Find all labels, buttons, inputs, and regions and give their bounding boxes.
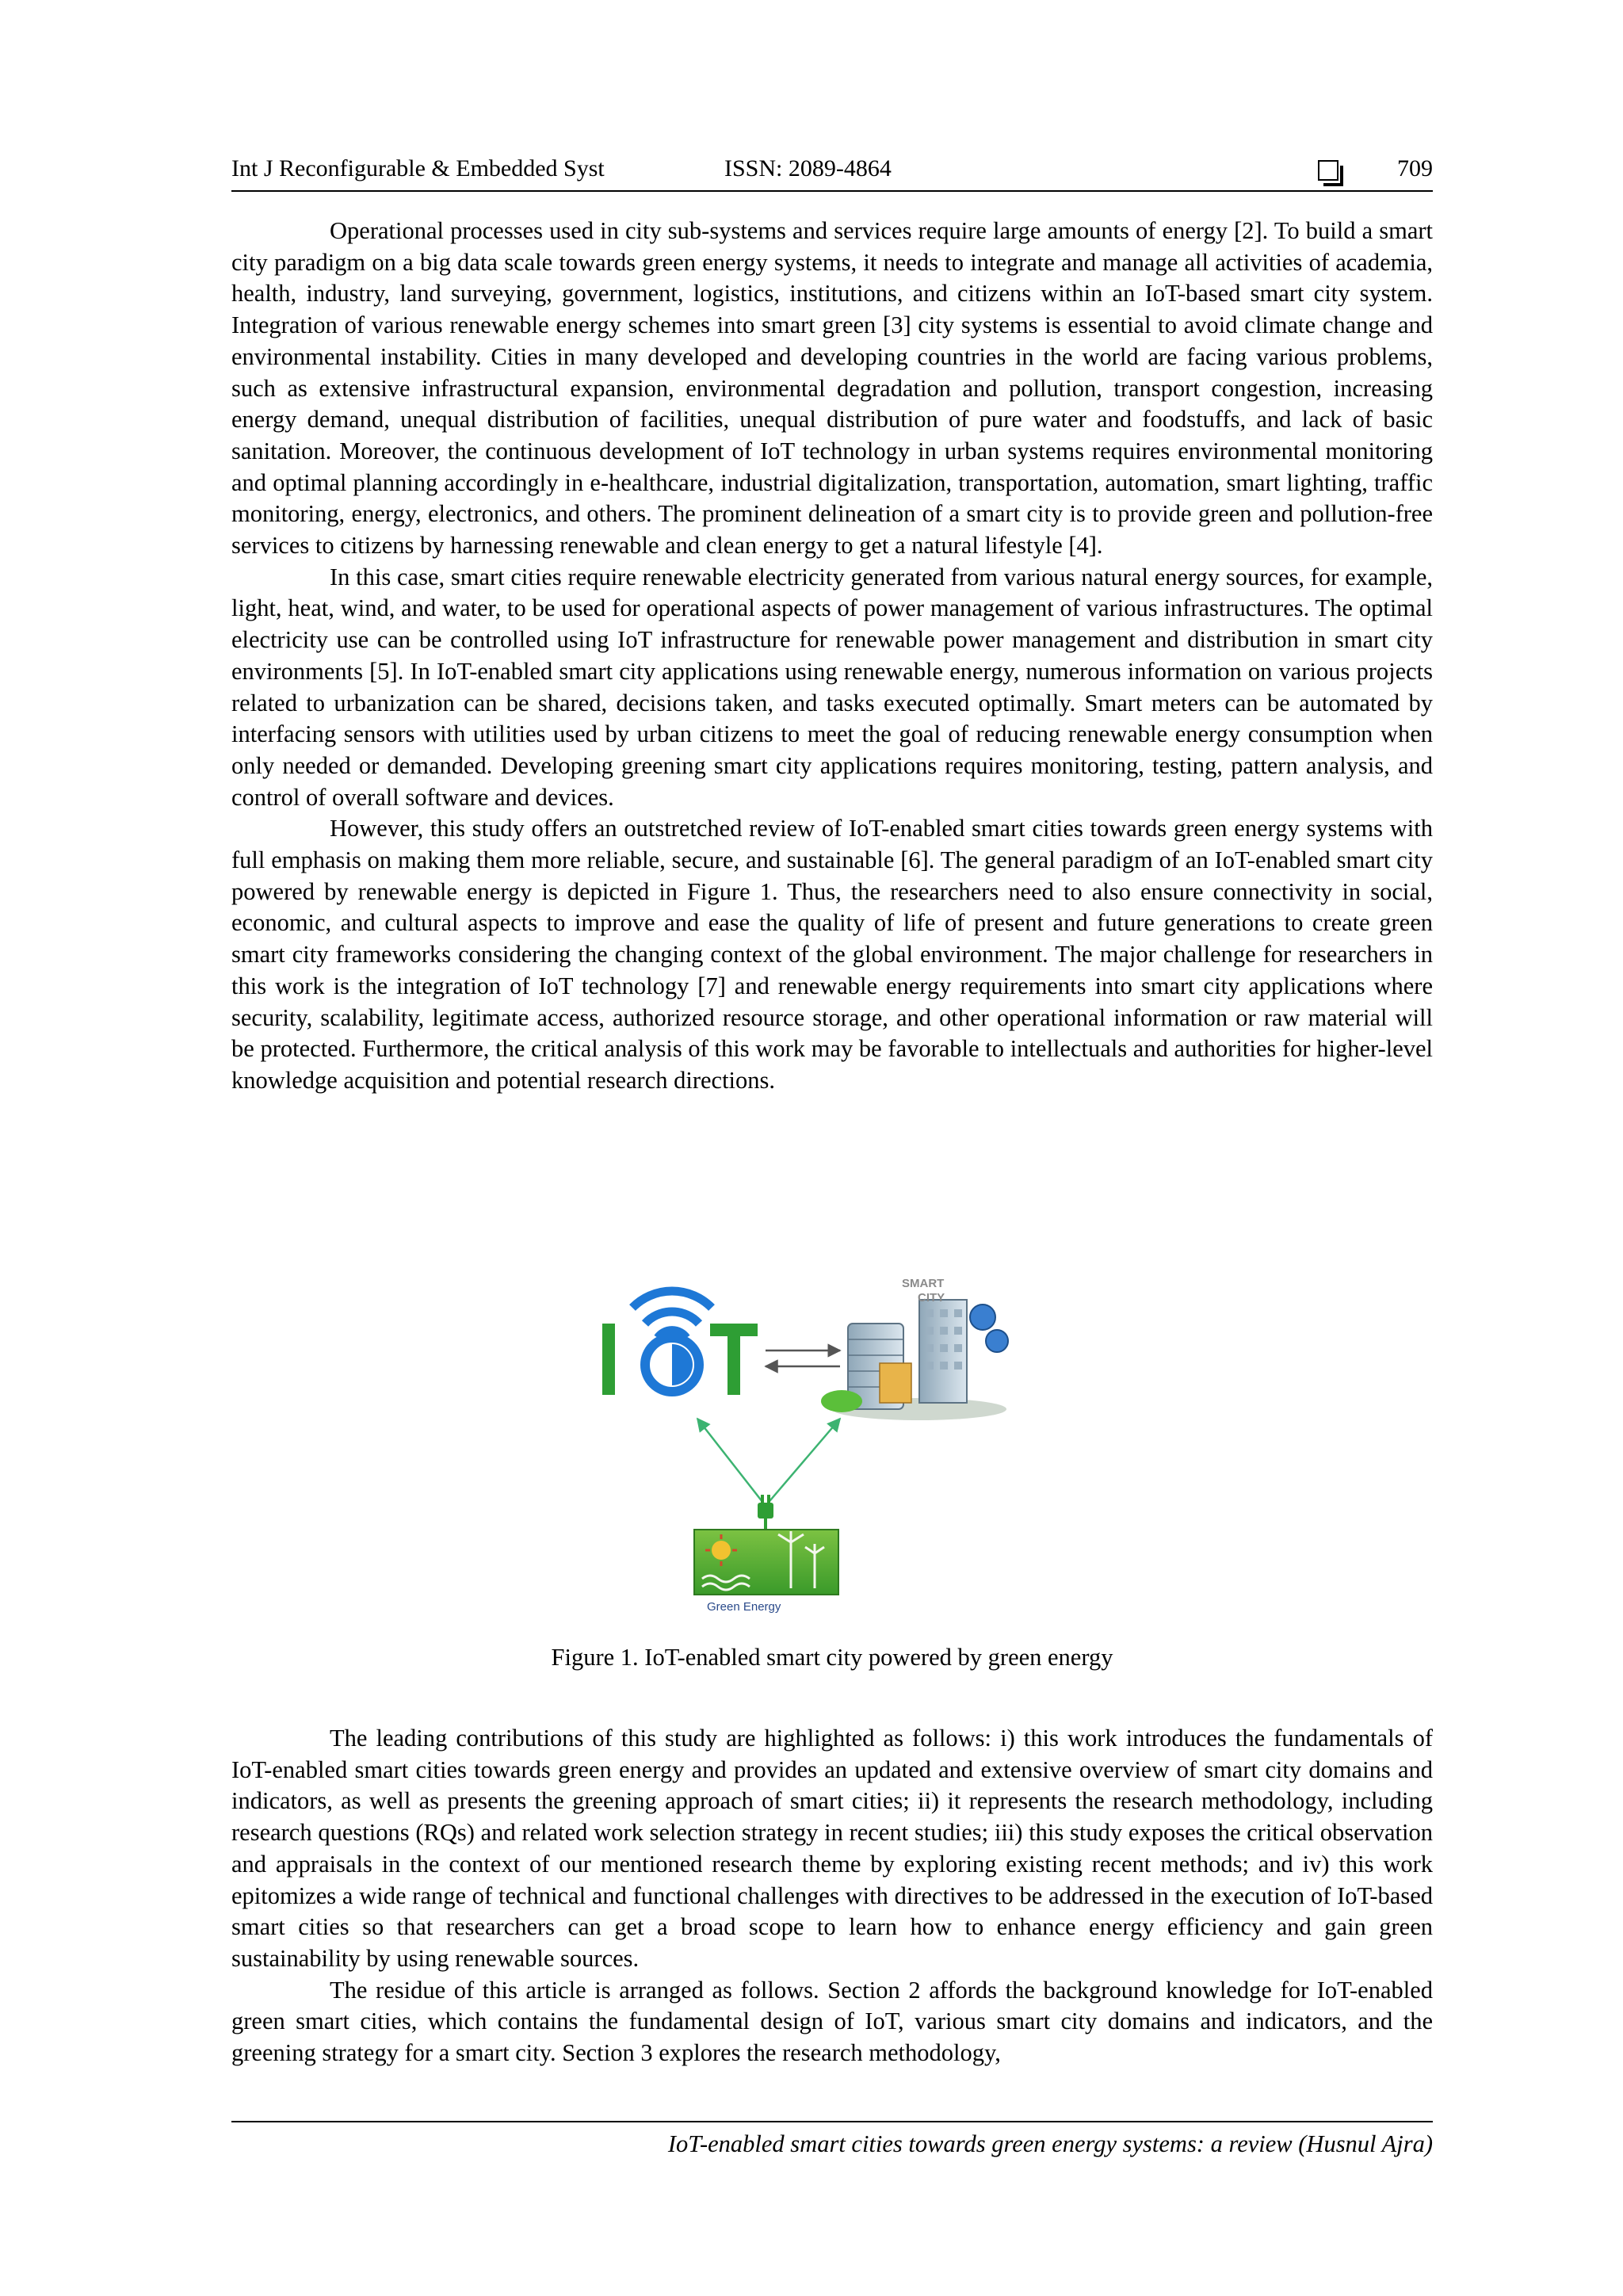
paragraph: In this case, smart cities require renewable electricity generated from various natural energy sources, for example, light, heat, wind, and water, to be used for operational aspects of power management of various infrastructures. The optimal electricity use can be controlled using IoT infrastructure for renewable power management and distribution in smart city environments [5]. In IoT-enabled smart city applications using renewable energy, numerous information on various projects related to urbanization can be shared, decisions taken, and tasks executed optimally. Smart meters can be automated by interfacing sensors with utilities used by urban citizens to meet the goal of reducing renewable energy consumption when only needed or demanded. Developing greening smart city applications requires monitoring, testing, pattern analysis, and control of overall software and devices. [231, 563, 1433, 811]
paragraph: However, this study offers an outstretched review of IoT-enabled smart cities towards green energy systems with full emphasis on making them more reliable, secure, and sustainable [6]. The general paradigm of an IoT-enabled smart city powered by renewable energy is depicted in Figure 1. Thus, the researchers need to also ensure connectivity in social, economic, and cultural aspects to improve and ease the quality of life of present and future generations to create green smart city frameworks considering the changing context of the global environment. The major challenge for researchers in this work is the integration of IoT technology [7] and renewable energy requirements into smart city applications where security, scalability, legitimate access, authorized resource storage, and other operational information or raw material will be protected. Furthermore, the critical analysis of this work may be favorable to intellectuals and authorities for higher-level knowledge acquisition and potential research directions. [231, 815, 1433, 1094]
green-energy-icon [694, 1530, 838, 1614]
figure-caption: Figure 1. IoT-enabled smart city powered by green energy [551, 1644, 1113, 1671]
paragraph: The leading contributions of this study are highlighted as follows: i) this work introduces the fundamentals of IoT-enabled smart cities towards green energy and provides an updated and extensive overview of smart city domains and indicators, as well as presents the greening approach of smart cities; ii) it represents the research methodology, including research questions (RQs) and related work selection strategy in recent studies; iii) this study exposes the critical observation and appraisals in the context of our mentioned research theme by exploring existing recent methods; and iv) this work epitomizes a wide range of technical and functional challenges with directives to be addressed in the execution of IoT-based smart cities so that researchers can get a broad scope to learn how to enhance energy efficiency and gain green sustainability by using renewable sources. [231, 1725, 1433, 1972]
running-title: IoT-enabled smart cities towards green energy systems: a review (Husnul Ajra) [667, 2130, 1433, 2157]
issn: ISSN: 2089-4864 [724, 155, 892, 181]
arrow-energy-to-city [766, 1419, 840, 1506]
smart-label: SMART [902, 1277, 945, 1290]
body-text-bottom [231, 1723, 1433, 2069]
iot-logo-icon [602, 1291, 758, 1395]
page-header [231, 155, 1433, 192]
smart-city-icon [821, 1277, 1008, 1420]
paragraph: The residue of this article is arranged as follows. Section 2 affords the background knowledge for IoT-enabled green smart cities, which contains the fundamental design of IoT, various smart city domains and indicators, and the greening strategy for a smart city. Section 3 explores the research methodology, [231, 1976, 1433, 2067]
arrow-energy-to-iot [697, 1419, 766, 1506]
figure-1 [586, 1268, 1078, 1617]
figure-illustration [586, 1268, 1078, 1617]
green-energy-label: Green Energy [707, 1600, 781, 1614]
page-footer [231, 2121, 1433, 2176]
city-label: CITY [918, 1291, 945, 1305]
page-number: 709 [1397, 155, 1433, 181]
paragraph: Operational processes used in city sub-systems and services require large amounts of energy [2]. To build a smart city paradigm on a big data scale towards green energy systems, it needs to integrate and manage all activities of academia, health, industry, land surveying, government, logistics, institutions, and citizens within an IoT-based smart city system. Integration of various renewable energy schemes into smart green [3] city systems is essential to avoid climate change and environmental instability. Cities in many developed and developing countries in the world are facing various problems, such as extensive infrastructural expansion, environmental degradation and pollution, transport congestion, increasing energy demand, unequal distribution of facilities, unequal distribution of pure water and foodstuffs, and lack of basic sanitation. Moreover, the continuous development of IoT technology in urban systems requires environmental monitoring and optimal planning accordingly in e-healthcare, industrial digitalization, transportation, automation, smart lighting, traffic monitoring, energy, electronics, and others. The prominent delineation of a smart city is to provide green and pollution-free services to citizens by harnessing renewable and clean energy to get a natural lifestyle [4]. [231, 217, 1433, 560]
checkbox-glyph-icon [1318, 160, 1338, 181]
body-text-top [231, 216, 1433, 1097]
journal-name: Int J Reconfigurable & Embedded Syst [231, 155, 605, 181]
